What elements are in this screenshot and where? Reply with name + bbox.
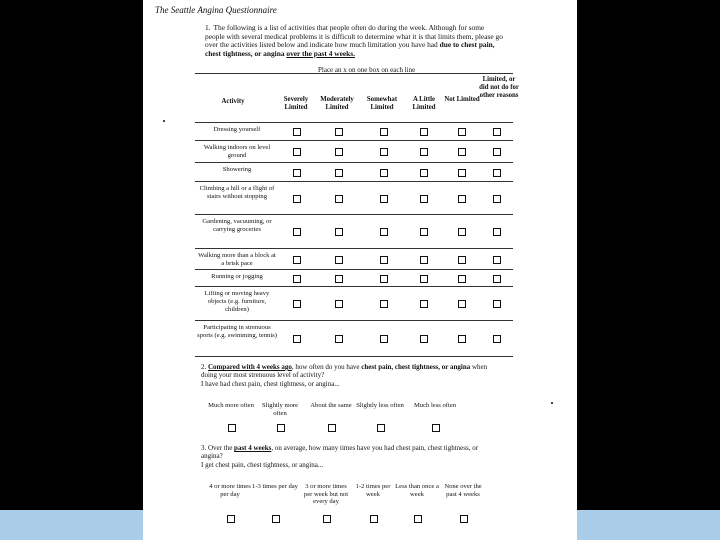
checkbox-somewhat[interactable] bbox=[380, 300, 388, 308]
question-1-text bbox=[205, 24, 505, 58]
checkbox-not[interactable] bbox=[458, 195, 466, 203]
checkbox-moderately[interactable] bbox=[335, 228, 343, 236]
scan-speck bbox=[163, 120, 165, 122]
checkbox-not[interactable] bbox=[458, 256, 466, 264]
activity-label: Climbing a hill or a flight of stairs without stopping bbox=[199, 185, 275, 200]
checkbox-severely[interactable] bbox=[293, 335, 301, 343]
question-3-over-the: Over the bbox=[208, 444, 233, 452]
checkbox-somewhat[interactable] bbox=[380, 228, 388, 236]
question-3-checkbox[interactable] bbox=[323, 515, 331, 523]
checkbox-a-little[interactable] bbox=[420, 169, 428, 177]
column-not-limited: Not Limited bbox=[444, 96, 480, 103]
checkbox-a-little[interactable] bbox=[420, 300, 428, 308]
question-2-compared: Compared with 4 weeks ago bbox=[208, 363, 292, 371]
question-2-how-often: , how often do you have bbox=[291, 363, 360, 371]
row-divider bbox=[195, 356, 513, 357]
checkbox-severely[interactable] bbox=[293, 148, 301, 156]
question-2-checkbox[interactable] bbox=[377, 424, 385, 432]
checkbox-not[interactable] bbox=[458, 148, 466, 156]
checkbox-not[interactable] bbox=[458, 275, 466, 283]
checkbox-somewhat[interactable] bbox=[380, 275, 388, 283]
checkbox-not[interactable] bbox=[458, 300, 466, 308]
question-2-option-label: Slightly more often bbox=[261, 402, 299, 417]
checkbox-a-little[interactable] bbox=[420, 128, 428, 136]
question-2-number: 2. bbox=[201, 363, 207, 371]
scan-speck bbox=[551, 402, 553, 404]
checkbox-severely[interactable] bbox=[293, 300, 301, 308]
activity-label: Walking more than a block at a brisk pace bbox=[198, 252, 276, 267]
checkbox-moderately[interactable] bbox=[335, 275, 343, 283]
question-3-number: 3. bbox=[201, 444, 207, 452]
question-3-checkbox[interactable] bbox=[272, 515, 280, 523]
checkbox-other[interactable] bbox=[493, 275, 501, 283]
checkbox-severely[interactable] bbox=[293, 228, 301, 236]
checkbox-severely[interactable] bbox=[293, 195, 301, 203]
activity-label: Dressing yourself bbox=[213, 126, 261, 133]
question-3-option-label: 1-2 times per week bbox=[355, 483, 391, 498]
checkbox-other[interactable] bbox=[493, 169, 501, 177]
row-divider bbox=[195, 269, 513, 270]
checkbox-moderately[interactable] bbox=[335, 300, 343, 308]
checkbox-moderately[interactable] bbox=[335, 335, 343, 343]
column-a-little-limited: A Little Limited bbox=[412, 96, 436, 111]
checkbox-other[interactable] bbox=[493, 300, 501, 308]
question-2-checkbox[interactable] bbox=[228, 424, 236, 432]
column-severely-limited: Severely Limited bbox=[283, 96, 309, 111]
question-3-checkbox[interactable] bbox=[370, 515, 378, 523]
checkbox-moderately[interactable] bbox=[335, 148, 343, 156]
checkbox-a-little[interactable] bbox=[420, 335, 428, 343]
checkbox-not[interactable] bbox=[458, 128, 466, 136]
row-divider bbox=[195, 286, 513, 287]
question-2-checkbox[interactable] bbox=[328, 424, 336, 432]
checkbox-other[interactable] bbox=[493, 148, 501, 156]
row-divider bbox=[195, 162, 513, 163]
checkbox-a-little[interactable] bbox=[420, 195, 428, 203]
activity-label: Lifting or moving heavy objects (e.g. furniture, children) bbox=[204, 290, 270, 313]
question-3-option-label: 1-3 times per day bbox=[252, 483, 298, 490]
row-divider bbox=[195, 140, 513, 141]
questionnaire-page bbox=[143, 0, 577, 540]
checkbox-a-little[interactable] bbox=[420, 275, 428, 283]
question-3-checkbox[interactable] bbox=[414, 515, 422, 523]
checkbox-not[interactable] bbox=[458, 335, 466, 343]
question-3-option-label: 4 or more times per day bbox=[209, 483, 251, 498]
question-1-instruction: Place an x on one box on each line bbox=[318, 66, 416, 74]
column-activity: Activity bbox=[221, 98, 245, 105]
row-divider bbox=[195, 248, 513, 249]
question-3-option-label: 3 or more times per week but not every day bbox=[303, 483, 349, 506]
checkbox-somewhat[interactable] bbox=[380, 148, 388, 156]
checkbox-moderately[interactable] bbox=[335, 128, 343, 136]
question-3-timeframe: past 4 weeks bbox=[234, 444, 272, 452]
checkbox-somewhat[interactable] bbox=[380, 169, 388, 177]
question-2-option-label: About the same bbox=[310, 402, 352, 409]
question-2-option-label: Slightly less often bbox=[356, 402, 404, 409]
column-moderately-limited: Moderately Limited bbox=[320, 96, 354, 111]
activity-label: Showering bbox=[222, 166, 252, 173]
activity-label: Gardening, vacuuming, or carrying groceries bbox=[202, 218, 272, 233]
checkbox-not[interactable] bbox=[458, 228, 466, 236]
question-3-checkbox[interactable] bbox=[460, 515, 468, 523]
column-somewhat-limited: Somewhat Limited bbox=[366, 96, 398, 111]
row-divider bbox=[195, 320, 513, 321]
checkbox-other[interactable] bbox=[493, 256, 501, 264]
question-3-option-label: None over the past 4 weeks bbox=[444, 483, 482, 498]
checkbox-somewhat[interactable] bbox=[380, 128, 388, 136]
checkbox-not[interactable] bbox=[458, 169, 466, 177]
activity-label: Walking indoors on level ground bbox=[203, 144, 271, 159]
question-2-text bbox=[201, 363, 501, 388]
checkbox-severely[interactable] bbox=[293, 275, 301, 283]
question-1-intro: The following is a list of activities that people often do during the week. Although for some people with several medical problems it is difficult to determine what it is that limits them, please go over the activities listed below and indicate how much limitation you have had bbox=[205, 23, 503, 50]
question-2-when: when doing your most strenuous level of activity? bbox=[201, 363, 488, 380]
question-2-checkbox[interactable] bbox=[432, 424, 440, 432]
checkbox-a-little[interactable] bbox=[420, 256, 428, 264]
question-3-question: , on average, how many times have you had chest pain, chest tightness, or angina? bbox=[201, 444, 479, 461]
question-1-timeframe: over the past 4 weeks. bbox=[286, 48, 356, 58]
question-1-number: 1. bbox=[205, 23, 211, 32]
checkbox-somewhat[interactable] bbox=[380, 335, 388, 343]
checkbox-severely[interactable] bbox=[293, 169, 301, 177]
checkbox-somewhat[interactable] bbox=[380, 195, 388, 203]
checkbox-somewhat[interactable] bbox=[380, 256, 388, 264]
question-3-option-label: Less than once a week bbox=[395, 483, 439, 498]
question-2-option-label: Much less often bbox=[413, 402, 457, 409]
column-other-reasons: Limited, or did not do for other reasons bbox=[479, 76, 519, 99]
checkbox-severely[interactable] bbox=[293, 256, 301, 264]
checkbox-other[interactable] bbox=[493, 228, 501, 236]
checkbox-moderately[interactable] bbox=[335, 256, 343, 264]
question-2-stem: I have had chest pain, chest tightness, or angina... bbox=[201, 379, 340, 388]
question-1-emphasis: due to chest pain, chest tightness, or angina bbox=[205, 40, 495, 58]
row-divider bbox=[195, 214, 513, 215]
checkbox-other[interactable] bbox=[493, 195, 501, 203]
checkbox-other[interactable] bbox=[493, 128, 501, 136]
activity-label: Running or jogging bbox=[211, 273, 263, 280]
rule-header bbox=[195, 122, 513, 123]
checkbox-moderately[interactable] bbox=[335, 169, 343, 177]
checkbox-severely[interactable] bbox=[293, 128, 301, 136]
question-3-checkbox[interactable] bbox=[227, 515, 235, 523]
document-title: The Seattle Angina Questionnaire bbox=[155, 5, 277, 15]
question-2-option-label: Much more often bbox=[208, 402, 254, 409]
row-divider bbox=[195, 181, 513, 182]
checkbox-moderately[interactable] bbox=[335, 195, 343, 203]
checkbox-a-little[interactable] bbox=[420, 228, 428, 236]
checkbox-other[interactable] bbox=[493, 335, 501, 343]
question-2-symptom: chest pain, chest tightness, or angina bbox=[361, 363, 471, 371]
checkbox-a-little[interactable] bbox=[420, 148, 428, 156]
activity-label: Participating in strenuous sports (e.g. swimming, tennis) bbox=[197, 324, 277, 339]
question-2-checkbox[interactable] bbox=[277, 424, 285, 432]
question-3-text bbox=[201, 444, 501, 469]
question-3-stem: I get chest pain, chest tightness, or angina... bbox=[201, 460, 324, 469]
